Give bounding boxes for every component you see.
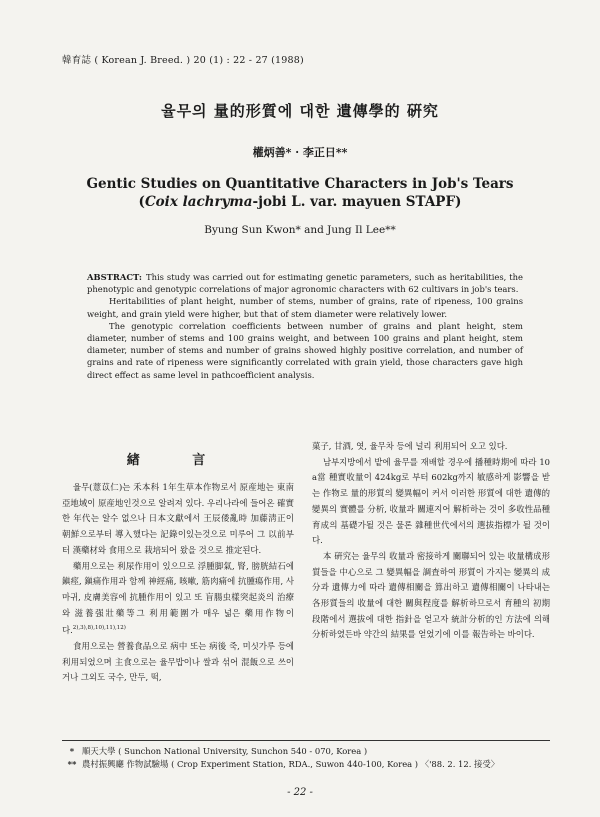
footnote-divider	[62, 740, 550, 741]
right-paragraph-3: 本 硏究는 율무의 收量과 密接하게 關聯되어 있는 收量構成形質들을 中心으로 그 變異幅을 調査하여 形質이 가지는 變異의 成分과 遺傳力에 따라 遺傳相關을 算出하고 遺傳相關이 나타내는 各形質들의 收量에 대한 關與程度를 解析하므로서 育種의 初期段階에서 選拔에 대한 指針을 얻고자 統計分析的인 方法에 의해 分析하였든바 약간의 結果를 얻었기에 이를 報告하는 바이다.	[312, 550, 550, 640]
footnote-1	[62, 745, 562, 758]
subtitle-open-paren: (	[138, 194, 145, 210]
left-paragraph-1: 율무(薏苡仁)는 禾本科 1年生草本作物로서 原産地는 東南亞地域이 原産地인것으로 알려져 있다. 우리나라에 들어온 確實한 年代는 알수 없으나 日本文獻에서 王辰倭亂時 加藤淸正이 朝鮮으로부터 導入했다는 記錄이있는것으로 미루어 그 以前부터 漢藥材와 食用으로 栽培되어 왔을 것으로 推定된다.	[62, 482, 294, 555]
right-paragraph-1: 菓子, 甘酒, 엿, 율무차 등에 널리 利用되어 오고 있다.	[312, 441, 508, 451]
footnote-mark: **	[67, 759, 77, 769]
english-subtitle	[0, 193, 600, 211]
left-paragraph-2-text: 藥用으로는 利尿作用이 있으므로 浮腫脚氣, 腎, 膀胱結石에 鎭痙, 鎭痛作用과 함께 神經痛, 咳嗽, 筋肉痛에 抗腫瘍作用, 사마귀, 皮膚美容에 抗腫作用이 있고 또 盲腸虫樣突起炎의 治療와 滋養强壯藥等그 利用範圍가 매우 넓은 藥用作物이다.	[62, 560, 294, 636]
footnotes	[62, 745, 562, 771]
english-title-main: Gentic Studies on Quantitative Characters in Job's Tears	[86, 176, 514, 192]
right-paragraph-2: 남부지방에서 밭에 율무를 재배할 경우에 播種時期에 따라 10 a當 種實收量이 424kg로 부터 602kg까지 敏感하게 影響을 받는 作物로 量的形質의 變異幅이 커서 이러한 形質에 대한 遺傳的 變異의 實體를 分析, 收量과 關連지어 解析하는 것이 多收性品種育成의 基礎가될 것은 물론 雜種世代에서의 選拔指標가 될 것이다.	[312, 456, 550, 546]
abstract-label: ABSTRACT:	[87, 272, 143, 282]
subtitle-rest: -jobi L. var. mayuen STAPF)	[252, 194, 462, 210]
journal-citation: 韓育誌 ( Korean J. Breed. ) 20 (1) : 22 - 27 (1988)	[62, 55, 304, 66]
abstract-paragraph-1	[87, 271, 523, 295]
abstract-text-1: This study was carried out for estimating genetic parameters, such as heritabilities, the phenotypic and genotypic correlations of major agronomic characters with 62 cultivars in job's tears.	[87, 272, 523, 295]
left-column	[62, 480, 294, 686]
footnote-text: 順天大學 ( Sunchon National University, Sunchon 540 - 070, Korea )	[82, 746, 368, 756]
footnote-2	[62, 758, 562, 771]
english-authors: Byung Sun Kwon* and Jung Il Lee**	[204, 224, 396, 236]
page-number: - 22 -	[287, 787, 313, 798]
abstract-paragraph-2: Heritabilities of plant height, number of stems, number of grains, rate of ripeness, 100 grains weight, and grain yield were higher, but that of stem diameter were relatively lower.	[87, 296, 523, 319]
left-paragraph-3: 食用으로는 營養食品으로 病中 또는 病後 죽, 미싯가루 등에 利用되었으며 主食으로는 율무밥이나 쌀과 섞어 混飯으로 쓰이거나 그외도 국수, 만두, 떡,	[62, 640, 294, 683]
korean-authors: 權炳善* · 李正日**	[252, 146, 348, 159]
left-paragraph-2	[62, 559, 294, 639]
abstract	[87, 271, 523, 381]
korean-title: 율무의 量的形質에 대한 遺傳學的 硏究	[161, 102, 439, 120]
footnote-mark: *	[69, 746, 75, 756]
abstract-paragraph-3: The genotypic correlation coefficients between number of grains and plant height, stem diameter, number of stems and 100 grains weight, and between 100 grains and plant height, stem diameter, number of stems and number of grains showed highly positive correlation, and number of grains and rate of ripeness were significantly correlated with grain yield, those characters gave high direct effect as same level in pathcoefficient analysis.	[87, 320, 523, 380]
species-name: Coix lachryma	[144, 194, 253, 210]
english-title	[0, 175, 600, 211]
section-heading-introduction: 緖 言	[126, 453, 230, 468]
footnote-text: 農村振興廳 作物試驗場 ( Crop Experiment Station, RDA., Suwon 440-100, Korea ) 〈'88. 2. 12. 接受〉	[82, 759, 500, 769]
right-column	[312, 439, 550, 643]
citation-superscript: 2),3),8),10),11),12)	[72, 625, 126, 632]
